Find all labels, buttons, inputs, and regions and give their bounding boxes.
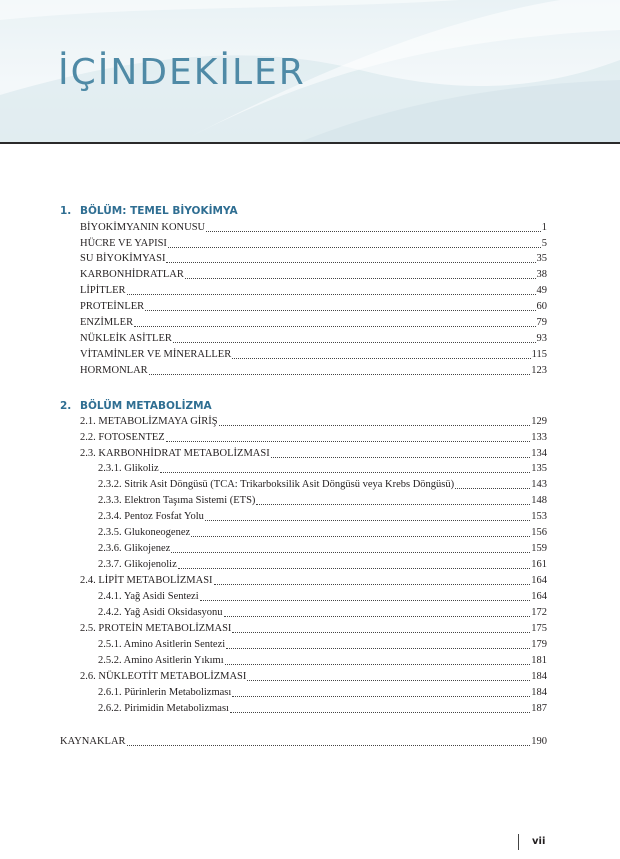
- toc-entry-page: 60: [536, 301, 547, 312]
- toc-entry[interactable]: [80, 237, 547, 251]
- dot-leader: [232, 695, 530, 697]
- toc-entry-label: KAYNAKLAR: [60, 736, 126, 747]
- dot-leader: [225, 663, 531, 665]
- toc-entry-page: 184: [531, 687, 547, 698]
- toc-entry-label: VİTAMİNLER VE MİNERALLER: [80, 349, 232, 360]
- dot-leader: [149, 373, 531, 375]
- toc-entry-label: 2.6. NÜKLEOTİT METABOLİZMASI: [80, 671, 247, 682]
- toc-entry-label: 2.3.3. Elektron Taşıma Sistemi (ETS): [98, 495, 256, 506]
- toc-entry-label: BİYOKİMYANIN KONUSU: [80, 222, 206, 233]
- toc-entry-label: 2.6.2. Pirimidin Metabolizması: [98, 703, 229, 714]
- toc-entry-page: 143: [531, 479, 547, 490]
- toc-entry[interactable]: [80, 348, 547, 362]
- dot-leader: [160, 471, 531, 473]
- toc-entry-page: 159: [531, 543, 547, 554]
- toc-entry-page: 161: [531, 559, 547, 570]
- toc-subentry[interactable]: [98, 590, 547, 604]
- toc-subentry[interactable]: [98, 606, 547, 620]
- toc-entry-label: 2.2. FOTOSENTEZ: [80, 432, 165, 443]
- section-heading-2[interactable]: [60, 399, 212, 413]
- dot-leader: [214, 583, 531, 585]
- dot-leader: [226, 647, 530, 649]
- toc-entry[interactable]: [80, 221, 547, 235]
- dot-leader: [166, 261, 535, 263]
- toc-entry-label: NÜKLEİK ASİTLER: [80, 333, 172, 344]
- toc-entry-label: 2.5.1. Amino Asitlerin Sentezi: [98, 639, 226, 650]
- toc-entry-page: 190: [531, 736, 547, 747]
- toc-entry-label: HORMONLAR: [80, 365, 148, 376]
- toc-subentry[interactable]: [98, 478, 547, 492]
- toc-entry-label: 2.3.5. Glukoneogenez: [98, 527, 191, 538]
- toc-entry-label: 2.3.4. Pentoz Fosfat Yolu: [98, 511, 204, 522]
- dot-leader: [247, 679, 530, 681]
- toc-entry-page: 115: [531, 349, 547, 360]
- section-title: BÖLÜM: TEMEL BİYOKİMYA: [80, 205, 238, 217]
- dot-leader: [256, 503, 530, 505]
- toc-entry-label: HÜCRE VE YAPISI: [80, 238, 167, 249]
- footer-divider: [518, 834, 519, 850]
- section-number: 1.: [60, 205, 72, 217]
- toc-entry-label: 2.3.7. Glikojenoliz: [98, 559, 177, 570]
- dot-leader: [191, 535, 530, 537]
- dot-leader: [224, 615, 531, 617]
- dot-leader: [230, 711, 530, 713]
- section-title: BÖLÜM METABOLİZMA: [80, 400, 212, 412]
- dot-leader: [206, 230, 541, 232]
- dot-leader: [232, 357, 530, 359]
- toc-entry-page: 179: [531, 639, 547, 650]
- toc-entry-page: 181: [531, 655, 547, 666]
- toc-entry-page: 153: [531, 511, 547, 522]
- toc-subentry[interactable]: [98, 462, 547, 476]
- toc-entry-page: 134: [531, 448, 547, 459]
- toc-entry-page: 1: [541, 222, 547, 233]
- toc-entry-label: 2.4. LİPİT METABOLİZMASI: [80, 575, 213, 586]
- toc-entry-page: 175: [531, 623, 547, 634]
- toc-entry-page: 135: [531, 463, 547, 474]
- toc-entry-page: 156: [531, 527, 547, 538]
- dot-leader: [173, 341, 536, 343]
- toc-entry-page: 172: [531, 607, 547, 618]
- toc-entry[interactable]: [80, 670, 547, 684]
- dot-leader: [168, 246, 541, 248]
- toc-entry-page: 123: [531, 365, 547, 376]
- toc-entry-label: KARBONHİDRATLAR: [80, 269, 184, 280]
- toc-entry[interactable]: [80, 364, 547, 378]
- toc-entry-page: 5: [541, 238, 547, 249]
- toc-subentry[interactable]: [98, 654, 547, 668]
- section-heading-1[interactable]: [60, 204, 238, 218]
- toc-entry-page: 184: [531, 671, 547, 682]
- dot-leader: [219, 424, 531, 426]
- toc-entry-page: 164: [531, 591, 547, 602]
- toc-entry[interactable]: [80, 284, 547, 298]
- toc-entry-label: 2.1. METABOLİZMAYA GİRİŞ: [80, 416, 218, 427]
- toc-subentry[interactable]: [98, 510, 547, 524]
- toc-entry-page: 93: [536, 333, 547, 344]
- toc-entry-label: ENZİMLER: [80, 317, 134, 328]
- toc-entry[interactable]: [80, 622, 547, 636]
- dot-leader: [200, 599, 531, 601]
- dot-leader: [127, 744, 531, 746]
- toc-entry-page: 187: [531, 703, 547, 714]
- toc-entry-label: 2.3.6. Glikojenez: [98, 543, 171, 554]
- toc-subentry[interactable]: [98, 558, 547, 572]
- toc-entry[interactable]: [80, 252, 547, 266]
- section-number: 2.: [60, 400, 72, 412]
- dot-leader: [166, 440, 531, 442]
- toc-entry[interactable]: [80, 447, 547, 461]
- toc-subentry[interactable]: [98, 542, 547, 556]
- toc-entry-page: 79: [536, 317, 547, 328]
- toc-entry-page: 35: [536, 253, 547, 264]
- toc-entry[interactable]: [80, 300, 547, 314]
- page-title: İÇİNDEKİLER: [58, 52, 306, 93]
- toc-entry-label: LİPİTLER: [80, 285, 126, 296]
- toc-entry-label: 2.5. PROTEİN METABOLİZMASI: [80, 623, 232, 634]
- toc-entry-page: 38: [536, 269, 547, 280]
- dot-leader: [205, 519, 530, 521]
- toc-subentry[interactable]: [98, 702, 547, 716]
- toc-entry[interactable]: [80, 268, 547, 282]
- toc-entry[interactable]: [80, 574, 547, 588]
- dot-leader: [127, 293, 536, 295]
- toc-entry-page: 164: [531, 575, 547, 586]
- dot-leader: [185, 277, 536, 279]
- dot-leader: [178, 567, 531, 569]
- dot-leader: [232, 631, 530, 633]
- dot-leader: [145, 309, 535, 311]
- toc-subentry[interactable]: [98, 686, 547, 700]
- toc-entry-page: 49: [536, 285, 547, 296]
- toc-subentry[interactable]: [98, 494, 547, 508]
- toc-entry-label: 2.3.1. Glikoliz: [98, 463, 159, 474]
- toc-entry[interactable]: [80, 415, 547, 429]
- toc-entry-label: 2.5.2. Amino Asitlerin Yıkımı: [98, 655, 224, 666]
- toc-entry-label: 2.4.2. Yağ Asidi Oksidasyonu: [98, 607, 223, 618]
- toc-entry[interactable]: [80, 431, 547, 445]
- toc-entry-page: 148: [531, 495, 547, 506]
- dot-leader: [171, 551, 530, 553]
- toc-subentry[interactable]: [98, 638, 547, 652]
- toc-entry-label: 2.6.1. Pürinlerin Metabolizması: [98, 687, 232, 698]
- toc-entry[interactable]: [80, 316, 547, 330]
- toc-entry-page: 129: [531, 416, 547, 427]
- toc-entry-label: 2.3. KARBONHİDRAT METABOLİZMASI: [80, 448, 270, 459]
- toc-entry[interactable]: [80, 332, 547, 346]
- toc-subentry[interactable]: [98, 526, 547, 540]
- page-number: vii: [532, 836, 546, 847]
- dot-leader: [134, 325, 535, 327]
- toc-entry-label: SU BİYOKİMYASI: [80, 253, 166, 264]
- toc-entry-references[interactable]: [60, 735, 547, 749]
- dot-leader: [455, 487, 530, 489]
- toc-entry-label: 2.4.1. Yağ Asidi Sentezi: [98, 591, 199, 602]
- dot-leader: [271, 456, 531, 458]
- toc-entry-label: PROTEİNLER: [80, 301, 145, 312]
- toc-entry-label: 2.3.2. Sitrik Asit Döngüsü (TCA: Trikarboksilik Asit Döngüsü veya Krebs Döngüsü): [98, 479, 455, 490]
- toc-entry-page: 133: [531, 432, 547, 443]
